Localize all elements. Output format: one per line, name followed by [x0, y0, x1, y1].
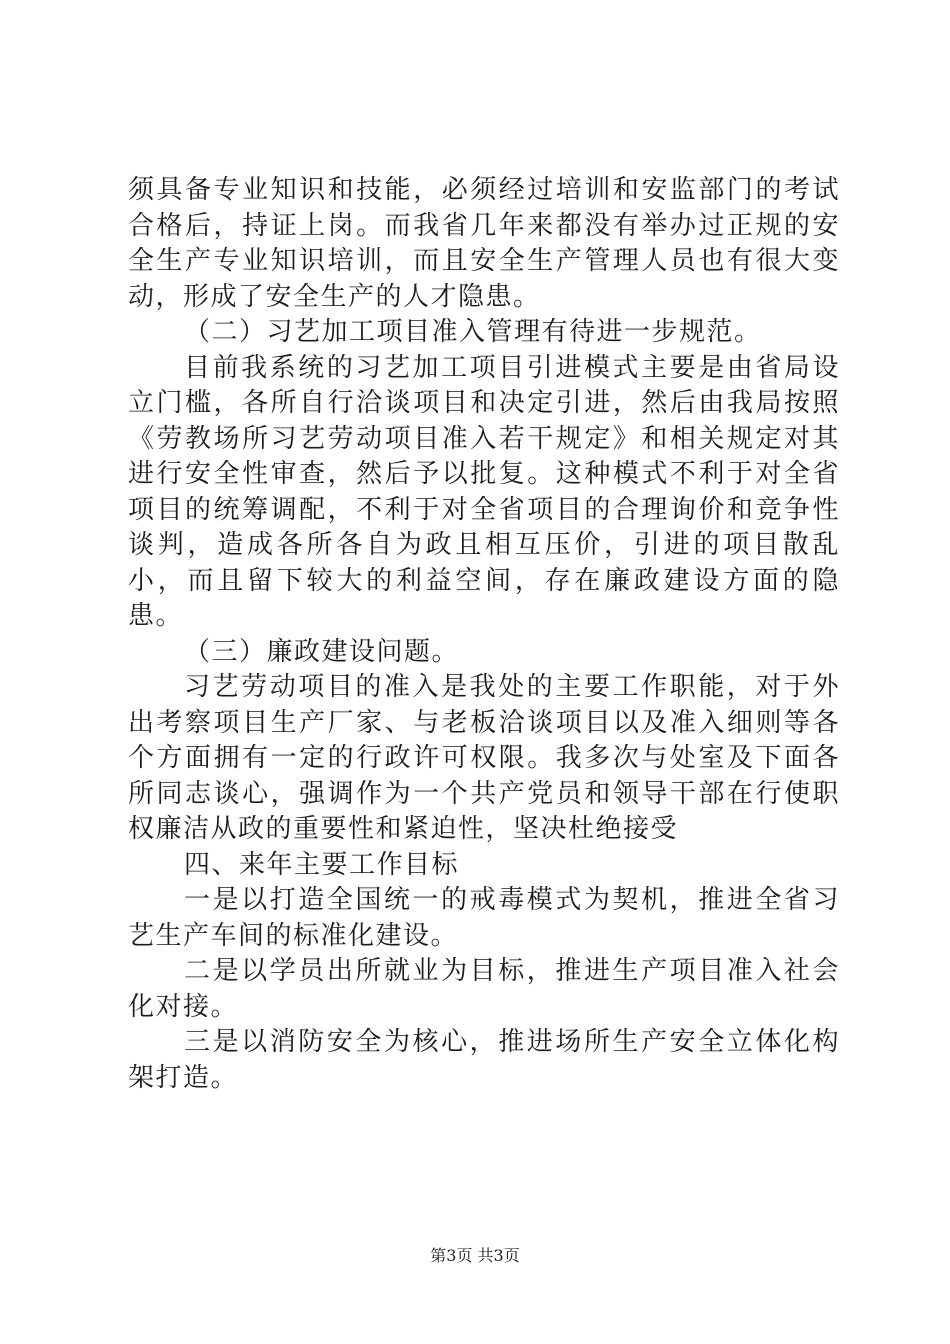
- paragraph-7: 一是以打造全国统一的戒毒模式为契机，推进全省习艺生产车间的标准化建设。: [128, 885, 840, 951]
- paragraph-9: 三是以消防安全为核心，推进场所生产安全立体化构架打造。: [128, 1027, 840, 1093]
- paragraph-3: 目前我系统的习艺加工项目引进模式主要是由省局设立门槛，各所自行洽谈项目和决定引进，然后由我局按照《劳教场所习艺劳动项目准入若干规定》和相关规定对其进行安全性审查，然后予以批复。这种模式不利于对全省项目的统筹调配，不利于对全省项目的合理询价和竞争性谈判，造成各所各自为政且相互压价，引进的项目散乱小，而且留下较大的利益空间，存在廉政建设方面的隐患。: [128, 352, 840, 631]
- page-footer: 第3页 共3页: [430, 1246, 520, 1265]
- paragraph-1: 须具备专业知识和技能，必须经过培训和安监部门的考试合格后，持证上岗。而我省几年来都没有举办过正规的安全生产专业知识培训，而且安全生产管理人员也有很大变动，形成了安全生产的人才隐患。: [128, 175, 840, 312]
- paragraph-5: 习艺劳动项目的准入是我处的主要工作职能，对于外出考察项目生产厂家、与老板洽谈项目以及准入细则等各个方面拥有一定的行政许可权限。我多次与处室及下面各所同志谈心，强调作为一个共产党员和领导干部在行使职权廉洁从政的重要性和紧迫性，坚决杜绝接受: [128, 672, 840, 844]
- paragraph-6-heading: 四、来年主要工作目标: [184, 849, 460, 880]
- document-body: [128, 173, 840, 1096]
- paragraph-4-heading: （三）廉政建设问题。: [184, 636, 460, 667]
- paragraph-2-heading: （二）习艺加工项目准入管理有待进一步规范。: [184, 317, 762, 347]
- paragraph-8: 二是以学员出所就业为目标，推进生产项目准入社会化对接。: [128, 956, 840, 1022]
